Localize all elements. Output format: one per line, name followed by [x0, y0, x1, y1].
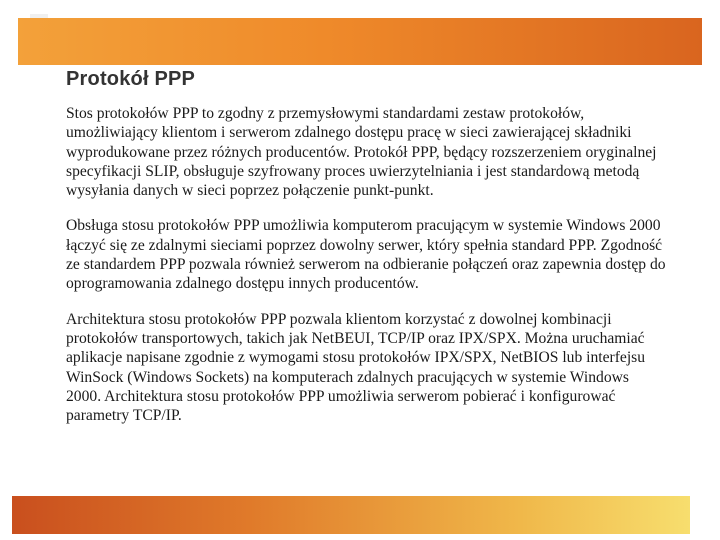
header-band — [18, 18, 702, 65]
paragraph-1: Stos protokołów PPP to zgodny z przemysłowymi standardami zestaw protokołów, umożliwiający klientom i serwerom zdalnego dostępu pracę w sieci zawierającej składniki wyprodukowane przez różnych producentów. Protokół PPP, będący rozszerzeniem oryginalnej specyfikacji SLIP, obsługuje szyfrowany proces uwierzytelniania i jest standardową metodą wysyłania danych w sieci poprzez połączenie punkt-punkt. — [66, 105, 657, 200]
paragraph-3: Architektura stosu protokołów PPP pozwala klientom korzystać z dowolnej kombinacji protokołów transportowych, takich jak NetBEUI, TCP/IP oraz IPX/SPX. Można uruchamiać aplikacje napisane zgodnie z wymogami stosu protokołów IPX/SPX, NetBIOS lub interfejsu WinSock (Windows Sockets) na komputerach zdalnych pracujących w systemie Windows 2000. Architektura stosu protokołów PPP umożliwia serwerom pobierać i konfigurować parametry TCP/IP. — [66, 310, 646, 425]
footer-band — [12, 496, 690, 534]
slide-title: Protokół PPP — [66, 68, 196, 90]
slide-body — [66, 104, 666, 441]
paragraph-2: Obsługa stosu protokołów PPP umożliwia komputerom pracującym w systemie Windows 2000 łączyć się ze zdalnymi sieciami poprzez dowolny serwer, który spełnia standard PPP. Zgodność ze standardem PPP pozwala również serwerom na odbieranie połączeń oraz zapewnia dostęp do oprogramowania zdalnego dostępu innych producentów. — [66, 217, 666, 293]
